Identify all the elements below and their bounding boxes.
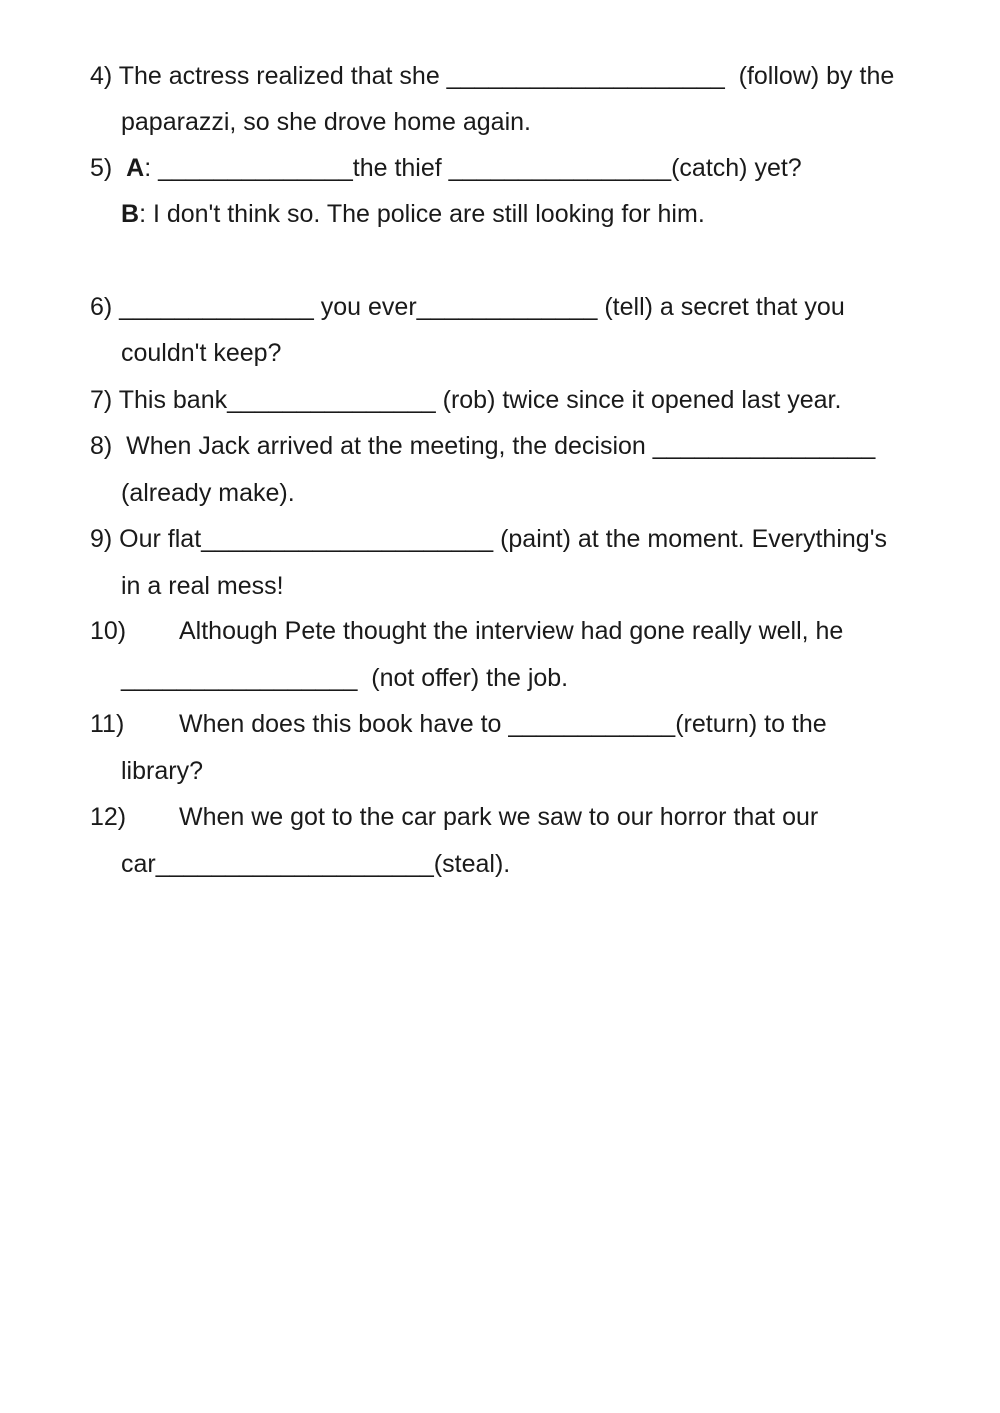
question-11-line-1: When does this book have to ____________(return) to the bbox=[179, 710, 827, 738]
question-4-line-1: 4) The actress realized that she ____________________ (follow) by the bbox=[90, 62, 895, 90]
question-9-line-2: in a real mess! bbox=[121, 572, 284, 600]
question-12-line-1: When we got to the car park we saw to our horror that our bbox=[179, 803, 819, 831]
question-10-number: 10) bbox=[90, 617, 127, 645]
speaker-a-label: A bbox=[126, 154, 145, 182]
question-8-line-1: 8) When Jack arrived at the meeting, the decision ________________ bbox=[90, 432, 876, 460]
question-5-line-a bbox=[90, 153, 802, 183]
question-10-line-2: _________________ (not offer) the job. bbox=[121, 664, 569, 692]
question-4-line-2: paparazzi, so she drove home again. bbox=[121, 108, 531, 136]
question-6-line-1: 6) ______________ you ever_____________ (tell) a secret that you bbox=[90, 293, 845, 321]
question-9-line-1: 9) Our flat_____________________ (paint) at the moment. Everything's bbox=[90, 525, 887, 553]
question-10-line-1: Although Pete thought the interview had gone really well, he bbox=[179, 617, 844, 645]
question-8-line-2: (already make). bbox=[121, 479, 295, 507]
question-6-line-2: couldn't keep? bbox=[121, 339, 282, 367]
question-11-number: 11) bbox=[90, 710, 125, 738]
question-11-line-2: library? bbox=[121, 757, 203, 785]
question-7-line-1: 7) This bank_______________ (rob) twice since it opened last year. bbox=[90, 386, 842, 414]
question-12-number: 12) bbox=[90, 803, 127, 831]
question-5-line-b bbox=[121, 199, 705, 229]
question-5-number: 5) bbox=[90, 154, 113, 182]
question-5-b-text: : I don't think so. The police are still looking for him. bbox=[139, 200, 705, 228]
question-12-line-2: car____________________(steal). bbox=[121, 850, 511, 878]
speaker-b-label: B bbox=[121, 200, 140, 228]
question-5-a-text: : ______________the thief ________________(catch) yet? bbox=[144, 154, 802, 182]
